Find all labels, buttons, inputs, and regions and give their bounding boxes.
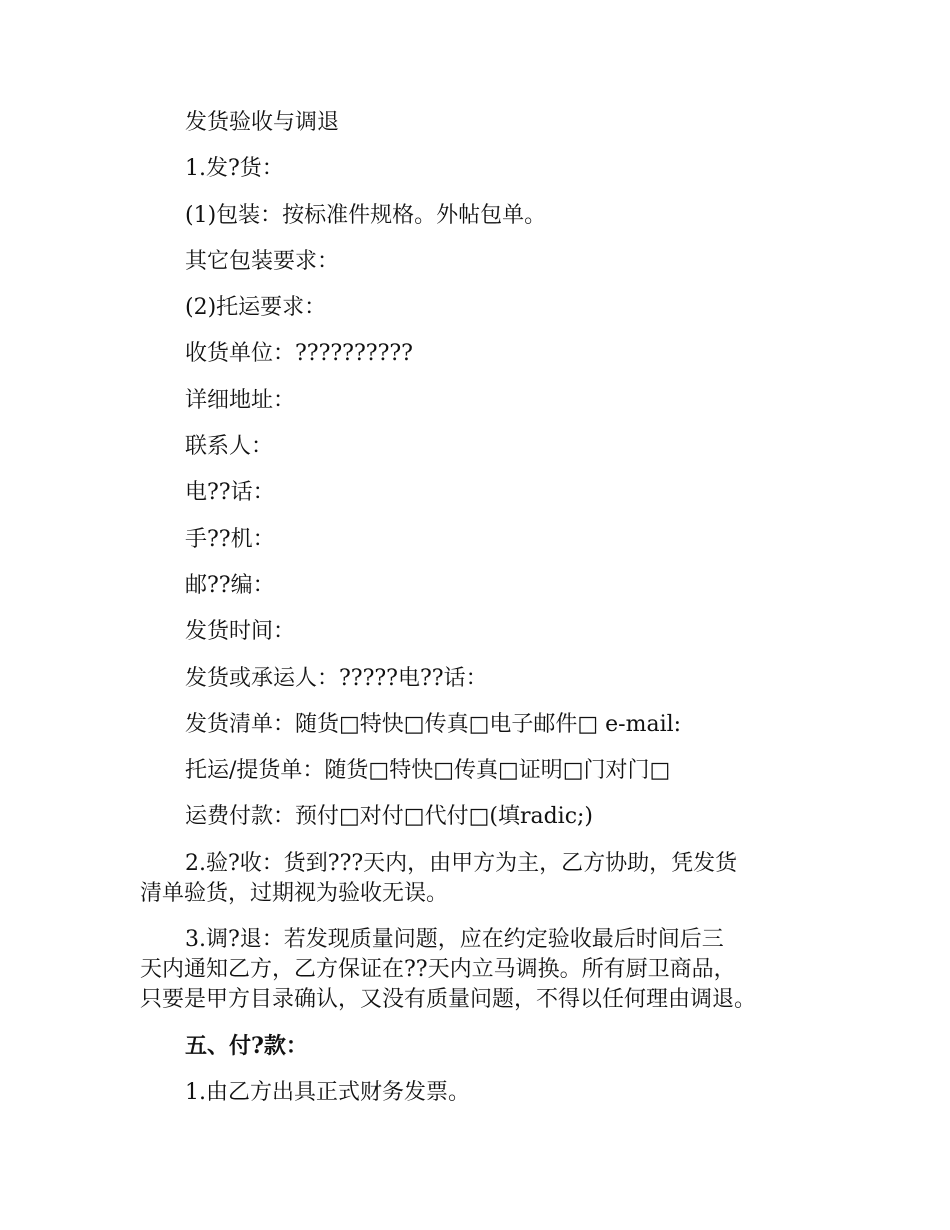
field-waybill: 托运/提货单：随货□特快□传真□证明□门对门□ [185,758,671,784]
item-other-packaging: 其它包装要求： [185,248,340,274]
field-receiver-unit: 收货单位：?????????? [185,341,413,367]
field-freight-payment: 运费付款：预付□对付□代付□(填radic;) [185,804,594,830]
field-ship-time: 发货时间： [185,619,296,645]
section-title: 发货验收与调退 [185,110,340,135]
item-consignment: (2)托运要求： [185,295,327,321]
item-invoice: 1.由乙方出具正式财务发票。 [185,1079,470,1105]
document-page [140,108,840,1124]
field-shipping-list: 发货清单：随货□特快□传真□电子邮件□ e-mail: [185,711,682,737]
field-contact: 联系人： [185,434,274,460]
field-mobile: 手??机： [185,526,275,552]
field-address: 详细地址： [185,387,296,413]
item-shipping: 1.发?货： [185,156,284,182]
paragraph-return: 3.调?退：若发现质量问题，应在约定验收最后时间后三 天内通知乙方，乙方保证在??天内立马调换。所有厨卫商品， 只要是甲方目录确认，又没有质量问题，不得以任何理由调退。 [140,927,757,1013]
field-phone: 电??话： [185,480,275,506]
field-postcode: 邮??编： [185,572,275,598]
item-packaging: (1)包装：按标准件规格。外帖包单。 [185,202,547,228]
field-shipper: 发货或承运人：?????电??话： [185,665,488,691]
section-heading-payment: 五、付?款： [185,1033,308,1060]
paragraph-acceptance: 2.验?收：货到???天内，由甲方为主，乙方协助，凭发货 清单验货，过期视为验收无误。 [140,850,738,906]
